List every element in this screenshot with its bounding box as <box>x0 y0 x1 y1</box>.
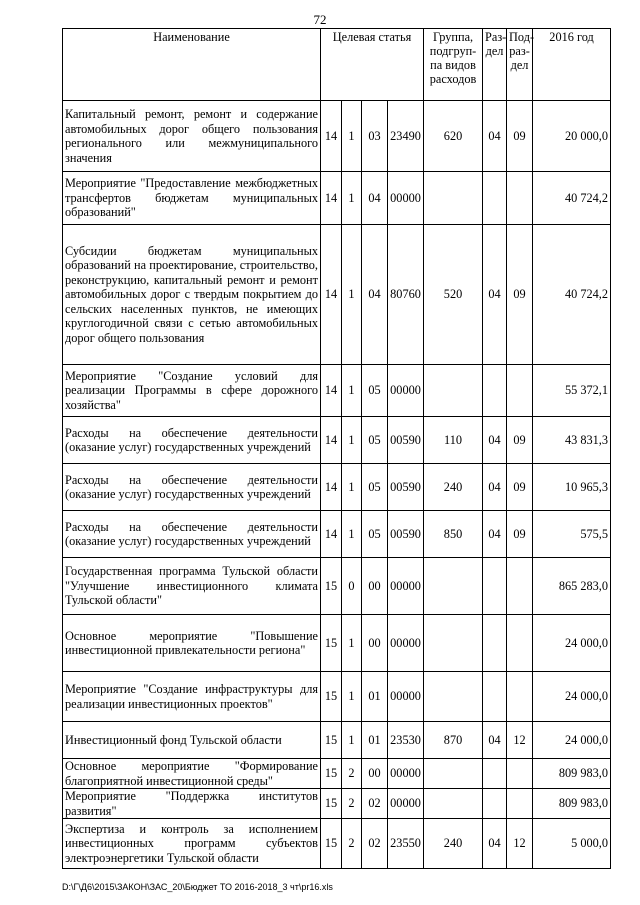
target-code-direction: 00000 <box>388 789 424 819</box>
expense-group: 620 <box>424 101 483 172</box>
target-code-direction: 00000 <box>388 615 424 672</box>
target-code-program: 14 <box>321 417 342 464</box>
file-path-footer: D:\Г\Д6\2015\ЗАКОН\ЗАС_20\Бюджет ТО 2016-2018_3 чт\pr16.xls <box>62 882 333 892</box>
target-code-direction: 00000 <box>388 558 424 615</box>
row-name: Государственная программа Тульской области "Улучшение инвестиционного климата Тульской области" <box>63 558 321 615</box>
table-row <box>63 464 611 511</box>
amount-2016: 10 965,3 <box>533 464 611 511</box>
target-code-direction: 00590 <box>388 417 424 464</box>
target-code-subprogram: 1 <box>342 365 362 417</box>
target-code-direction: 00000 <box>388 672 424 722</box>
target-code-subprogram: 1 <box>342 722 362 759</box>
amount-2016: 5 000,0 <box>533 819 611 869</box>
target-code-event: 03 <box>362 101 388 172</box>
subsection-code: 09 <box>507 417 533 464</box>
section-code: 04 <box>483 464 507 511</box>
row-name: Основное мероприятие "Повышение инвестиционной привлекательности региона" <box>63 615 321 672</box>
amount-2016: 809 983,0 <box>533 789 611 819</box>
target-code-program: 15 <box>321 558 342 615</box>
target-code-subprogram: 1 <box>342 101 362 172</box>
row-name: Мероприятие "Создание условий для реализации Программы в сфере дорожного хозяйства" <box>63 365 321 417</box>
target-code-program: 14 <box>321 511 342 558</box>
subsection-code <box>507 558 533 615</box>
row-name: Расходы на обеспечение деятельности (оказание услуг) государственных учреждений <box>63 464 321 511</box>
target-code-subprogram: 1 <box>342 511 362 558</box>
amount-2016: 24 000,0 <box>533 672 611 722</box>
target-code-subprogram: 1 <box>342 464 362 511</box>
row-name: Инвестиционный фонд Тульской области <box>63 722 321 759</box>
header-section: Раз-дел <box>483 29 507 101</box>
target-code-program: 15 <box>321 759 342 789</box>
subsection-code: 09 <box>507 511 533 558</box>
expense-group <box>424 672 483 722</box>
subsection-code <box>507 365 533 417</box>
section-code <box>483 558 507 615</box>
target-code-direction: 00000 <box>388 365 424 417</box>
amount-2016: 55 372,1 <box>533 365 611 417</box>
section-code: 04 <box>483 101 507 172</box>
expense-group <box>424 615 483 672</box>
section-code: 04 <box>483 225 507 365</box>
expense-group <box>424 789 483 819</box>
section-code: 04 <box>483 819 507 869</box>
section-code: 04 <box>483 511 507 558</box>
target-code-direction: 00000 <box>388 172 424 225</box>
subsection-code <box>507 672 533 722</box>
subsection-code <box>507 789 533 819</box>
expense-group <box>424 558 483 615</box>
target-code-program: 15 <box>321 819 342 869</box>
expense-group: 240 <box>424 464 483 511</box>
target-code-subprogram: 1 <box>342 172 362 225</box>
row-name: Мероприятие "Создание инфраструктуры для реализации инвестиционных проектов" <box>63 672 321 722</box>
table-row <box>63 101 611 172</box>
subsection-code: 09 <box>507 225 533 365</box>
amount-2016: 40 724,2 <box>533 225 611 365</box>
amount-2016: 809 983,0 <box>533 759 611 789</box>
row-name: Мероприятие "Предоставление межбюджетных трансфертов бюджетам муниципальных образований" <box>63 172 321 225</box>
section-code <box>483 672 507 722</box>
target-code-direction: 23490 <box>388 101 424 172</box>
table-row <box>63 172 611 225</box>
target-code-program: 14 <box>321 225 342 365</box>
target-code-subprogram: 2 <box>342 789 362 819</box>
target-code-program: 14 <box>321 365 342 417</box>
amount-2016: 43 831,3 <box>533 417 611 464</box>
amount-2016: 24 000,0 <box>533 722 611 759</box>
target-code-event: 05 <box>362 464 388 511</box>
table-row <box>63 615 611 672</box>
target-code-direction: 23530 <box>388 722 424 759</box>
row-name: Мероприятие "Поддержка институтов развития" <box>63 789 321 819</box>
expense-group: 110 <box>424 417 483 464</box>
target-code-program: 14 <box>321 172 342 225</box>
row-name: Экспертиза и контроль за исполнением инвестиционных программ субъектов электроэнергетики Тульской области <box>63 819 321 869</box>
target-code-event: 00 <box>362 759 388 789</box>
table-row <box>63 722 611 759</box>
target-code-event: 05 <box>362 417 388 464</box>
row-name: Основное мероприятие "Формирование благоприятной инвестиционной среды" <box>63 759 321 789</box>
amount-2016: 40 724,2 <box>533 172 611 225</box>
target-code-program: 15 <box>321 615 342 672</box>
table-row <box>63 225 611 365</box>
table-row <box>63 672 611 722</box>
table-row <box>63 417 611 464</box>
row-name: Расходы на обеспечение деятельности (оказание услуг) государственных учреждений <box>63 511 321 558</box>
target-code-subprogram: 1 <box>342 225 362 365</box>
header-row <box>63 29 611 101</box>
table-row <box>63 558 611 615</box>
target-code-event: 05 <box>362 511 388 558</box>
expense-group <box>424 172 483 225</box>
table-row <box>63 819 611 869</box>
target-code-direction: 00590 <box>388 511 424 558</box>
expense-group: 240 <box>424 819 483 869</box>
amount-2016: 865 283,0 <box>533 558 611 615</box>
section-code: 04 <box>483 417 507 464</box>
target-code-direction: 00000 <box>388 759 424 789</box>
header-target-article: Целевая статья <box>321 29 424 101</box>
expense-group: 870 <box>424 722 483 759</box>
target-code-program: 14 <box>321 101 342 172</box>
section-code <box>483 172 507 225</box>
target-code-subprogram: 1 <box>342 615 362 672</box>
amount-2016: 575,5 <box>533 511 611 558</box>
page-number: 72 <box>313 12 327 27</box>
target-code-event: 01 <box>362 722 388 759</box>
expense-group: 850 <box>424 511 483 558</box>
section-code: 04 <box>483 722 507 759</box>
expense-group: 520 <box>424 225 483 365</box>
subsection-code: 09 <box>507 101 533 172</box>
target-code-program: 15 <box>321 672 342 722</box>
target-code-event: 02 <box>362 819 388 869</box>
target-code-event: 02 <box>362 789 388 819</box>
target-code-event: 00 <box>362 558 388 615</box>
expense-group <box>424 759 483 789</box>
budget-table <box>62 28 611 869</box>
table-row <box>63 365 611 417</box>
header-year: 2016 год <box>533 29 611 101</box>
target-code-direction: 00590 <box>388 464 424 511</box>
target-code-subprogram: 0 <box>342 558 362 615</box>
amount-2016: 24 000,0 <box>533 615 611 672</box>
section-code <box>483 759 507 789</box>
row-name: Расходы на обеспечение деятельности (оказание услуг) государственных учреждений <box>63 417 321 464</box>
target-code-event: 05 <box>362 365 388 417</box>
header-expense-group: Группа, подгруп-па видов расходов <box>424 29 483 101</box>
target-code-event: 00 <box>362 615 388 672</box>
target-code-program: 15 <box>321 789 342 819</box>
row-name: Капитальный ремонт, ремонт и содержание автомобильных дорог общего пользования регионального или межмуниципального значения <box>63 101 321 172</box>
expense-group <box>424 365 483 417</box>
target-code-subprogram: 2 <box>342 819 362 869</box>
target-code-subprogram: 1 <box>342 672 362 722</box>
target-code-program: 15 <box>321 722 342 759</box>
header-name: Наименование <box>63 29 321 101</box>
target-code-event: 04 <box>362 172 388 225</box>
subsection-code: 12 <box>507 722 533 759</box>
target-code-direction: 23550 <box>388 819 424 869</box>
subsection-code <box>507 172 533 225</box>
target-code-subprogram: 1 <box>342 417 362 464</box>
subsection-code: 09 <box>507 464 533 511</box>
section-code <box>483 365 507 417</box>
target-code-event: 04 <box>362 225 388 365</box>
subsection-code <box>507 615 533 672</box>
amount-2016: 20 000,0 <box>533 101 611 172</box>
row-name: Субсидии бюджетам муниципальных образований на проектирование, строительство, реконструкцию, капитальный ремонт и ремонт автомобильных дорог с твердым покрытием до сельских населенных пунктов, не имеющих круглогодичной связи с сетью автомобильных дорог общего пользования <box>63 225 321 365</box>
subsection-code <box>507 759 533 789</box>
section-code <box>483 615 507 672</box>
table-row <box>63 511 611 558</box>
target-code-program: 14 <box>321 464 342 511</box>
table-row <box>63 789 611 819</box>
table-row <box>63 759 611 789</box>
target-code-event: 01 <box>362 672 388 722</box>
header-subsection: Под-раз-дел <box>507 29 533 101</box>
subsection-code: 12 <box>507 819 533 869</box>
target-code-direction: 80760 <box>388 225 424 365</box>
section-code <box>483 789 507 819</box>
target-code-subprogram: 2 <box>342 759 362 789</box>
